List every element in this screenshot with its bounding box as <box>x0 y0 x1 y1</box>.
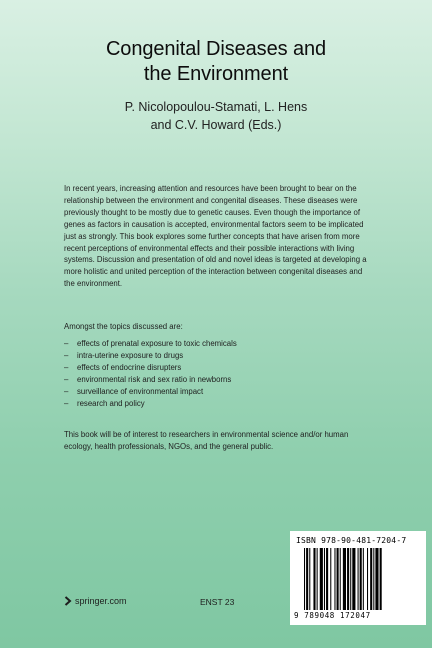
topic-text: research and policy <box>77 398 145 408</box>
springer-arrow-icon <box>64 596 72 606</box>
audience-statement: This book will be of interest to researchers in environmental science and/or human ecology, health professionals, NGOs, and the general public. <box>64 430 349 451</box>
topic-text: intra-uterine exposure to drugs <box>77 350 184 360</box>
bullet-dash: – <box>64 350 69 360</box>
title-line-1: Congenital Diseases and <box>105 38 327 60</box>
series-code: ENST 23 <box>200 597 235 607</box>
list-item <box>64 362 369 374</box>
editors-line-1: P. Nicolopoulou-Stamati, L. Hens <box>124 100 308 114</box>
bullet-dash: – <box>64 374 69 384</box>
isbn-barcode <box>290 531 426 625</box>
topics-list <box>64 338 369 409</box>
bullet-dash: – <box>64 398 69 408</box>
book-description: In recent years, increasing attention and resources have been brought to bear on the relationship between the environment and congenital diseases. These diseases were previously thought to be mostly due to genetic causes. Even though the importance of genes as factors in causation is accepted, environmental factors seem to be implicated just as strongly. This book explores some further concepts that have arisen from more recent perceptions of environmental effects and their possible interactions with living systems. Discussion and presentation of old and novel ideas is targeted at developing a more holistic and united perception of the interaction between congenital diseases and the environment. <box>64 184 367 289</box>
barcode-digits: 9 789048 172047 <box>294 611 371 620</box>
publisher-url: springer.com <box>75 596 127 606</box>
list-item <box>64 398 369 410</box>
topic-text: environmental risk and sex ratio in newborns <box>77 374 232 384</box>
bullet-dash: – <box>64 339 69 348</box>
topic-text: effects of prenatal exposure to toxic chemicals <box>77 339 237 348</box>
book-editors <box>0 98 432 134</box>
list-item <box>64 386 369 398</box>
list-item <box>64 338 369 350</box>
topics-intro: Amongst the topics discussed are: <box>64 322 183 331</box>
topic-text: effects of endocrine disrupters <box>77 362 182 372</box>
list-item <box>64 350 369 362</box>
editors-line-2: and C.V. Howard (Eds.) <box>150 118 282 132</box>
book-title <box>0 37 432 87</box>
isbn-text: ISBN 978-90-481-7204-7 <box>296 536 407 545</box>
publisher-link[interactable] <box>64 596 127 606</box>
barcode-bars <box>304 548 412 610</box>
title-line-2: the Environment <box>143 63 289 85</box>
list-item <box>64 374 369 386</box>
bullet-dash: – <box>64 386 69 396</box>
bullet-dash: – <box>64 362 69 372</box>
topic-text: surveillance of environmental impact <box>77 386 204 396</box>
